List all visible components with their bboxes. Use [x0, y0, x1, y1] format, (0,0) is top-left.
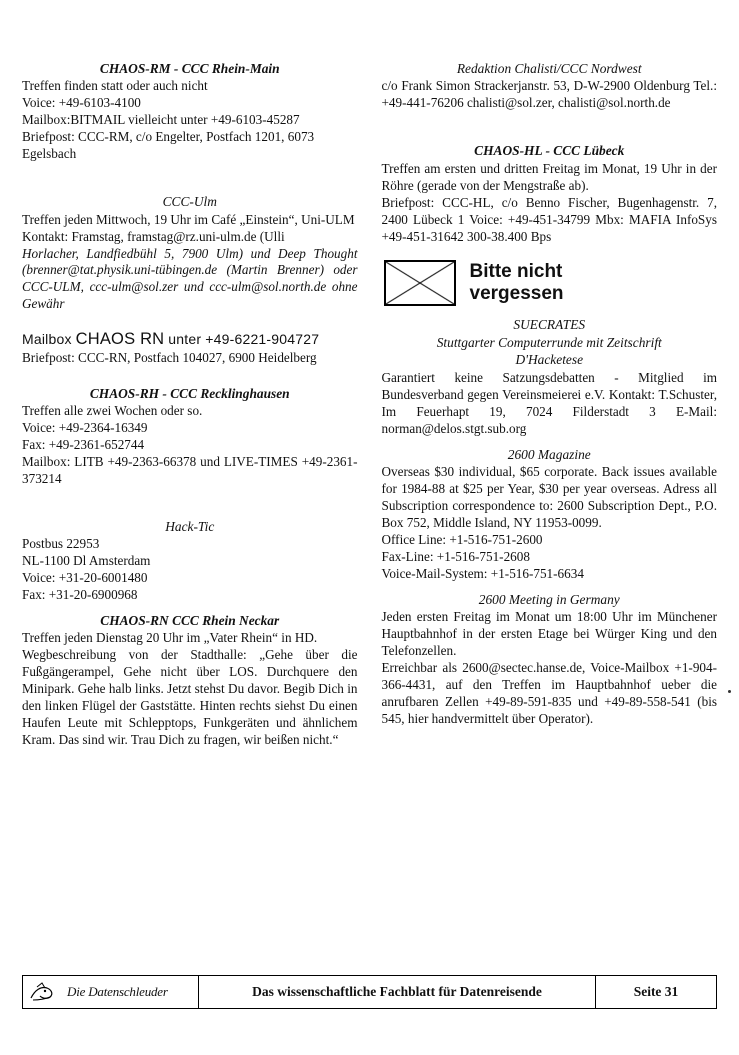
section-title: CHAOS-RN CCC Rhein Neckar [100, 613, 280, 628]
notice-line-1: Bitte nicht [469, 260, 563, 282]
section-paragraph: Fax: +49-2361-652744 [22, 436, 145, 452]
section-paragraph: Voice: +49-6103-4100 [22, 95, 141, 111]
section-paragraph: Postbus 22953 [22, 536, 100, 552]
section-title: CHAOS-HL - CCC Lübeck [474, 143, 625, 159]
section-chaos-rh [22, 385, 358, 488]
section-paragraph: Treffen jeden Dienstag 20 Uhr im „Vater Rhein“ in HD. [22, 630, 318, 646]
section-paragraph: NL-1100 Dl Amsterdam [22, 553, 151, 569]
mailbox-number: unter +49-6221-904727 [168, 331, 320, 348]
page-margin-mark [728, 690, 731, 693]
section-paragraph: Jeden ersten Freitag im Monat um 18:00 Uhr im Münchener Hauptbahnhof in der ersten Etage bei Würger King und den Telefonzellen. [381, 609, 717, 659]
footer-page-number: Seite 31 [633, 984, 679, 999]
section-paragraph: Overseas $30 individual, $65 corporate. Back issues available for 1984-88 at $25 per Year, $30 per year overseas. Adress all Subscription correspondence to: 2600 Subscription Dept., P.O. Box 752, Middle Island, NY 11953-0099. [381, 464, 717, 530]
notice-bitte-nicht-vergessen [384, 260, 718, 306]
section-paragraph: Voice: +31-20-6001480 [22, 570, 148, 586]
section-paragraph: Briefpost: CCC-RM, c/o Engelter, Postfach 1201, 6073 Egelsbach [22, 129, 315, 162]
section-title: Redaktion Chalisti/CCC Nordwest [456, 61, 642, 76]
two-column-layout [22, 52, 717, 962]
notice-line-2: vergessen [469, 282, 564, 304]
section-title: CCC-Ulm [162, 194, 217, 210]
section-paragraph: Mailbox:BITMAIL vielleicht unter +49-6103-45287 [22, 112, 300, 128]
section-title: CHAOS-RM - CCC Rhein-Main [99, 61, 280, 76]
section-paragraph: Voice-Mail-System: +1-516-751-6634 [381, 565, 584, 581]
section-2600-meeting-germany [382, 591, 718, 728]
datenschleuder-logo-icon [29, 980, 63, 1004]
section-redaktion-chalisti [382, 60, 718, 112]
section-title: Hack-Tic [165, 518, 215, 534]
mailbox-chaos-rn-line [22, 329, 358, 349]
section-paragraph: Briefpost: CCC-RN, Postfach 104027, 6900 Heidelberg [22, 349, 317, 365]
section-paragraph: Erreichbar als 2600@sectec.hanse.de, Voice-Mailbox +1-904-366-4431, auf den Treffen im Hauptbahnhof ueber die anrufbaren Zellen +49-89-591-835 und +49-89-558-541 (bis 545, hier handvermittelt über Operator). [381, 659, 717, 726]
section-paragraph: Mailbox: LITB +49-2363-66378 und LIVE-TIMES +49-2361-373214 [22, 453, 358, 486]
left-column [22, 52, 358, 962]
section-paragraph: Fax-Line: +1-516-751-2608 [381, 548, 530, 564]
page-footer [22, 975, 717, 1009]
section-chaos-hl [382, 142, 718, 245]
right-column [382, 52, 718, 962]
section-chaos-rn [22, 612, 358, 749]
envelope-icon [384, 260, 456, 306]
section-title: 2600 Meeting in Germany [478, 591, 620, 607]
section-chaos-rm [22, 60, 358, 163]
mailbox-label: Mailbox [22, 331, 72, 348]
section-ccc-ulm [22, 193, 358, 313]
section-hack-tic [22, 518, 358, 604]
section-paragraph: Treffen finden statt oder auch nicht [22, 78, 208, 94]
section-title: 2600 Magazine [507, 446, 591, 462]
section-paragraph: Treffen am ersten und dritten Freitag im Monat, 19 Uhr in der Röhre (gerade von der Mengstraße ab). [381, 160, 717, 193]
section-paragraph: c/o Frank Simon Strackerjanstr. 53, D-W-2900 Oldenburg Tel.: +49-441-76206 chalisti@sol.zer, chalisti@sol.north.de [381, 78, 717, 111]
footer-logo [23, 976, 199, 1008]
section-paragraph: Fax: +31-20-6900968 [22, 587, 138, 603]
section-suecrates [382, 316, 718, 438]
section-subtitle-2: D'Hacketese [515, 352, 584, 368]
section-paragraph: Kontakt: Framstag, framstag@rz.uni-ulm.de (Ulli [22, 228, 285, 244]
section-title: CHAOS-RH - CCC Recklinghausen [89, 385, 290, 401]
section-title: SUECRATES [513, 316, 586, 332]
footer-tagline: Das wissenschaftliche Fachblatt für Datenreisende [199, 976, 596, 1008]
section-paragraph: Briefpost: CCC-HL, c/o Benno Fischer, Bugenhagenstr. 7, 2400 Lübeck 1 Voice: +49-451-34799 Mbx: MAFIA InfoSys +49-451-31642 300-38.400 Bps [381, 194, 717, 244]
notice-text [470, 261, 564, 305]
section-mailbox-chaos-rn [22, 329, 358, 366]
section-subtitle-1: Stuttgarter Computerrunde mit Zeitschrift [436, 334, 662, 350]
section-paragraph: Garantiert keine Satzungsdebatten - Mitglied im Bundesverband gegen Vereinsmeierei e.V. Kontakt: T.Schuster, Im Feuerhapt 19, 7024 Filderstadt 3 E-Mail: norman@delos.stgt.sub.org [381, 369, 717, 436]
section-paragraph: Voice: +49-2364-16349 [22, 419, 148, 435]
section-paragraph: Office Line: +1-516-751-2600 [381, 531, 543, 547]
section-2600-magazine [382, 446, 718, 583]
section-paragraph: Treffen alle zwei Wochen oder so. [22, 403, 203, 418]
section-paragraph: Horlacher, Landfiedbühl 5, 7900 Ulm) und Deep Thought (brenner@tat.physik.uni-tübingen.de (Martin Brenner) oder CCC-ULM, ccc-ulm@sol.zer und ccc-ulm@sol.north.de ohne Gewähr [22, 245, 358, 312]
section-paragraph: Wegbeschreibung von der Stadthalle: „Gehe über die Fußgängerampel, Gehe nicht über LOS. Durchquere den Minipark. Gehe halb links. Jetzt stehst Du davor. Begib Dich in den linken Flügel der Gaststätte. Hinten rechts siehst Du einen Haufen Leute mit Schlepptops, Funkgeräten und ähnlichem Kram. Das sind wir. Trau Dich zu fragen, wir beißen nicht.“ [22, 647, 358, 748]
section-paragraph: Treffen jeden Mittwoch, 19 Uhr im Café „Einstein“, Uni-ULM [22, 211, 355, 227]
footer-logo-text: Die Datenschleuder [67, 984, 168, 999]
mailbox-name: CHAOS RN [75, 330, 165, 349]
